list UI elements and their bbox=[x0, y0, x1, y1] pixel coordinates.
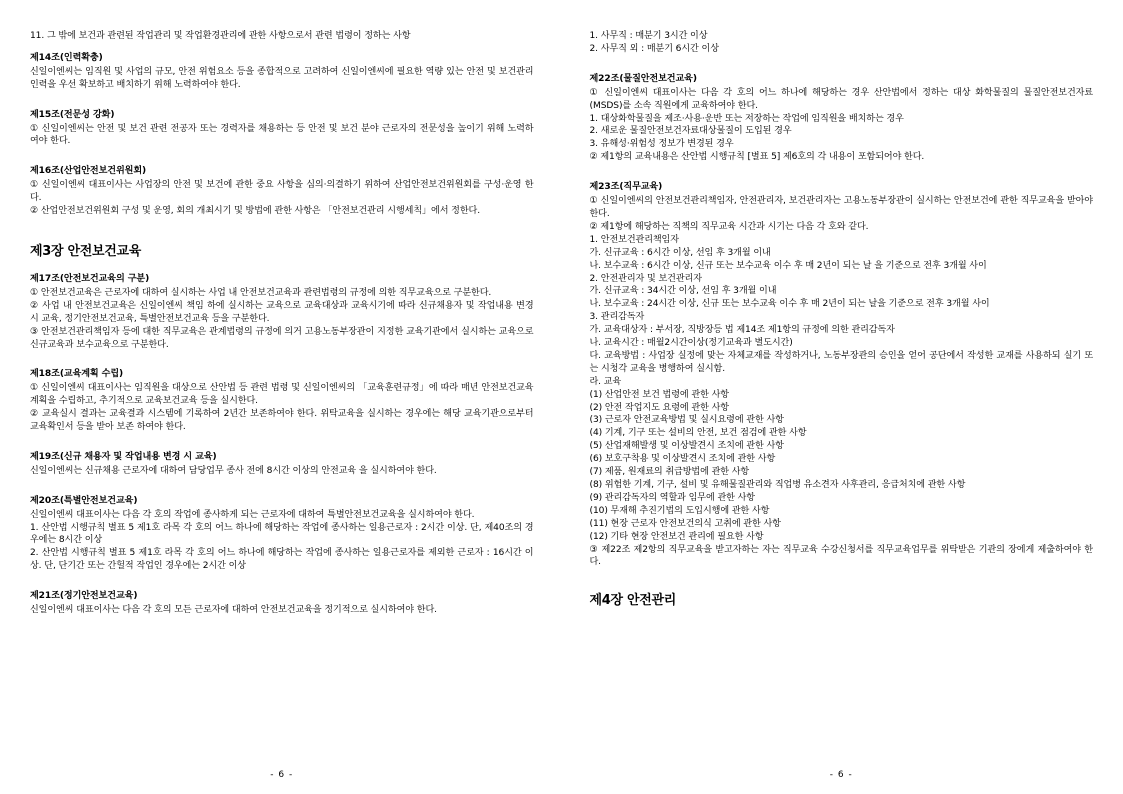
article-body: ① 신일이엔씨는 안전 및 보건 관련 전공자 또는 경력자를 채용하는 등 안전 및 보건 분야 근로자의 전문성을 높이기 위해 노력하여야 한다. bbox=[30, 123, 534, 147]
article-heading: 제20조(특별안전보건교육) bbox=[30, 495, 138, 506]
list-item: (7) 제품, 원재료의 취급방법에 관한 사항 bbox=[589, 467, 750, 478]
list-item: (1) 산업안전 보건 법령에 관한 사항 bbox=[589, 389, 729, 400]
list-item: (9) 관리감독자의 역할과 임무에 관한 사항 bbox=[589, 492, 755, 503]
list-item: 1. 대상화학물질을 제조·사용·운반 또는 저장하는 작업에 임직원을 배치하는 경우 bbox=[589, 113, 904, 124]
article-15 bbox=[30, 109, 534, 149]
article-heading: 제18조(교육계획 수립) bbox=[30, 369, 124, 380]
article-heading: 제19조(신규 채용자 및 작업내용 변경 시 교육) bbox=[30, 451, 217, 462]
article-body: ① 신일이엔씨 대표이사는 다음 각 호의 어느 하나에 해당하는 경우 산안법에서 정하는 대상 화학물질의 물질안전보건자료(MSDS)를 소속 직원에게 교육하여야 한다. bbox=[589, 87, 1093, 111]
article-heading: 제17조(안전보건교육의 구분) bbox=[30, 273, 150, 284]
list-item: (5) 산업재해발생 및 이상발견시 조치에 관한 사항 bbox=[589, 441, 784, 452]
article-heading: 제21조(정기안전보건교육) bbox=[30, 591, 138, 602]
list-item: 가. 신규교육 : 34시간 이상, 선임 후 3개월 이내 bbox=[589, 286, 777, 297]
list-item: 11. 그 밖에 보건과 관련된 작업관리 및 작업환경관리에 관한 사항으로서 관련 법령이 정하는 사항 bbox=[30, 31, 411, 41]
list-item: 2. 산안법 시행규칙 별표 5 제1호 라목 각 호의 어느 하나에 해당하는 작업에 종사하는 일용근로자를 제외한 근로자 : 16시간 이상. 단, 단기간 또는 간헐적 작업인 경우에는 2시간 이상 bbox=[30, 548, 534, 572]
article-heading: 제23조(직무교육) bbox=[589, 182, 663, 193]
list-item: (3) 근로자 안전교육방법 및 실시요령에 관한 사항 bbox=[589, 415, 784, 426]
article-body: 신일이엔씨는 신규채용 근로자에 대하여 담당업무 종사 전에 8시간 이상의 안전교육 을 실시하여야 한다. bbox=[30, 465, 437, 476]
article-22 bbox=[590, 73, 1094, 164]
list-item: 3. 유해성·위험성 정보가 변경된 경우 bbox=[589, 139, 734, 150]
article-20 bbox=[30, 495, 534, 573]
list-item: 2. 사무직 외 : 매분기 6시간 이상 bbox=[589, 43, 719, 54]
article-body: ③ 안전보건관리책임자 등에 대한 직무교육은 관계법령의 규정에 의거 고용노동부장관이 지정한 교육기관에서 실시하는 교육으로 신규교육과 보수교육으로 구분한다. bbox=[30, 326, 534, 350]
article-body: 신일이엔씨 대표이사는 다음 각 호의 작업에 종사하게 되는 근로자에 대하여 특별안전보건교육을 실시하여야 한다. bbox=[30, 509, 475, 520]
article-18 bbox=[30, 368, 534, 434]
list-item: 나. 보수교육 : 6시간 이상, 신규 또는 보수교육 이수 후 매 2년이 되는 날 을 기준으로 전후 3개월 사이 bbox=[589, 260, 987, 271]
article-14 bbox=[30, 52, 534, 92]
left-column-body bbox=[30, 30, 534, 770]
article-body: ① 신일이엔씨의 안전보건관리책임자, 안전관리자, 보건관리자는 고용노동부장관이 실시하는 안전보건에 관한 직무교육을 받아야 한다. bbox=[589, 196, 1093, 219]
article-heading: 제22조(물질안전보건교육) bbox=[589, 73, 697, 84]
chapter-heading-3: 제3장 안전보건교육 bbox=[30, 243, 142, 259]
list-item: 라. 교육 bbox=[589, 376, 622, 387]
list-item: (11) 현장 근로자 안전보건의식 고취에 관한 사항 bbox=[589, 518, 781, 529]
list-group-title: 3. 관리감독자 bbox=[589, 312, 645, 323]
list-item: (4) 기계, 기구 또는 설비의 안전, 보건 점검에 관한 사항 bbox=[589, 428, 807, 439]
article-17 bbox=[30, 273, 534, 351]
article-body: 신일이엔씨 대표이사는 다음 각 호의 모든 근로자에 대하여 안전보건교육을 정기적으로 실시하여야 한다. bbox=[30, 605, 437, 616]
article-19 bbox=[30, 451, 534, 478]
left-column bbox=[30, 30, 562, 794]
page-number-right: - 6 - bbox=[829, 770, 853, 780]
list-item: 1. 사무직 : 매분기 3시간 이상 bbox=[589, 31, 708, 41]
list-item: (2) 안전 작업지도 요령에 관한 사항 bbox=[589, 402, 729, 413]
page-number-left: - 6 - bbox=[270, 770, 294, 780]
article-21 bbox=[30, 590, 534, 617]
right-column bbox=[562, 30, 1094, 794]
article-heading: 제16조(산업안전보건위원회) bbox=[30, 166, 147, 177]
article-body: ② 산업안전보건위원회 구성 및 운영, 회의 개최시기 및 방법에 관한 사항은 「안전보건관리 시행세칙」에서 정한다. bbox=[30, 206, 481, 217]
article-body: ① 신일이엔씨 대표이사는 임직원을 대상으로 산안법 등 관련 법령 및 신일이엔씨의 「교육훈련규정」에 따라 매년 안전보건교육 계획을 수립하고, 추기적으로 교육보건교육 등을 실시한다. bbox=[30, 383, 534, 407]
list-item: 나. 교육시간 : 매월2시간이상(정기교육과 별도시간) bbox=[589, 338, 793, 349]
list-item: 다. 교육방법 : 사업장 실정에 맞는 자체교재를 작성하거나, 노동부장관의 승인을 얻어 공단에서 작성한 교재를 사용하되 실기 또는 시청각 교육을 병행하여 실시함. bbox=[589, 350, 1093, 374]
article-body: ② 제1항의 교육내용은 산안법 시행규칙 [별표 5] 제6호의 각 내용이 포함되어야 한다. bbox=[589, 152, 925, 163]
list-group-title: 2. 안전관리자 및 보건관리자 bbox=[589, 273, 702, 284]
list-group-title: 1. 안전보건관리책임자 bbox=[589, 234, 679, 245]
list-item: (10) 무재해 추진기법의 도입시행에 관한 사항 bbox=[589, 505, 770, 516]
list-item: 가. 신규교육 : 6시간 이상, 선임 후 3개월 이내 bbox=[589, 247, 771, 258]
article-body: ① 안전보건교육은 근로자에 대하여 실시하는 사업 내 안전보건교육과 관련법령의 규정에 의한 직무교육으로 구분한다. bbox=[30, 287, 492, 298]
list-item: (8) 위험한 기계, 기구, 설비 및 유해물질관리와 직업병 유소견자 사후관리, 응급처치에 관한 사항 bbox=[589, 480, 966, 490]
list-item: 1. 산안법 시행규칙 별표 5 제1호 라목 각 호의 어느 하나에 해당하는 작업에 종사하는 일용근로자 : 2시간 이상. 단, 제40조의 경우에는 8시간 이상 bbox=[30, 522, 534, 546]
list-item: (12) 기타 현장 안전보건 관리에 필요한 사항 bbox=[589, 531, 764, 542]
article-heading: 제14조(인력확충) bbox=[30, 52, 103, 63]
article-body: ③ 제22조 제2항의 직무교육을 받고자하는 자는 직무교육 수강신청서를 직무교육업무를 위탁받은 기관의 장에게 제출하여야 한다. bbox=[589, 544, 1093, 568]
article-body: ② 사업 내 안전보건교육은 신일이엔씨 책임 하에 실시하는 교육으로 교육대상과 교육시기에 따라 신규채용자 및 작업내용 변경 시 교육, 정기안전보건교육, 특별안전보건교육 등을 구분한다. bbox=[30, 300, 534, 324]
chapter-heading-4: 제4장 안전관리 bbox=[589, 593, 677, 609]
list-item: 가. 교육대상자 : 부서장, 직방장등 법 제14조 제1항의 규정에 의한 관리감독자 bbox=[589, 325, 895, 336]
article-body: ② 제1항에 해당하는 직책의 직무교육 시간과 시기는 다음 각 호와 같다. bbox=[589, 221, 869, 232]
article-heading: 제15조(전문성 강화) bbox=[30, 109, 115, 120]
list-item: (6) 보호구착용 및 이상발견시 조치에 관한 사항 bbox=[589, 454, 776, 465]
list-item: 2. 새로운 물질안전보건자료대상물질이 도입된 경우 bbox=[589, 126, 792, 137]
article-body: 신일이엔씨는 임직원 및 사업의 규모, 안전 위험요소 등을 종합적으로 고려하여 신일이엔씨에 필요한 역량 있는 안전 및 보건관리 인력을 우선 확보하고 배치하기 위해 노력하여야 한다. bbox=[30, 66, 534, 90]
right-column-body bbox=[590, 30, 1094, 770]
list-item: 나. 보수교육 : 24시간 이상, 신규 또는 보수교육 이수 후 매 2년이 되는 날을 기준으로 전후 3개월 사이 bbox=[589, 299, 990, 310]
article-16 bbox=[30, 165, 534, 218]
article-body: ② 교육실시 결과는 교육결과 시스템에 기록하여 2년간 보존하여야 한다. 위탁교육을 실시하는 경우에는 해당 교육기관으로부터 교육확인서 등을 받아 보존 하여야 한다. bbox=[30, 409, 534, 433]
article-23 bbox=[590, 181, 1094, 569]
article-body: ① 신일이엔씨 대표이사는 사업장의 안전 및 보건에 관한 중요 사항을 심의·의결하기 위하여 산업안전보건위원회를 구성·운영 한다. bbox=[30, 180, 534, 204]
